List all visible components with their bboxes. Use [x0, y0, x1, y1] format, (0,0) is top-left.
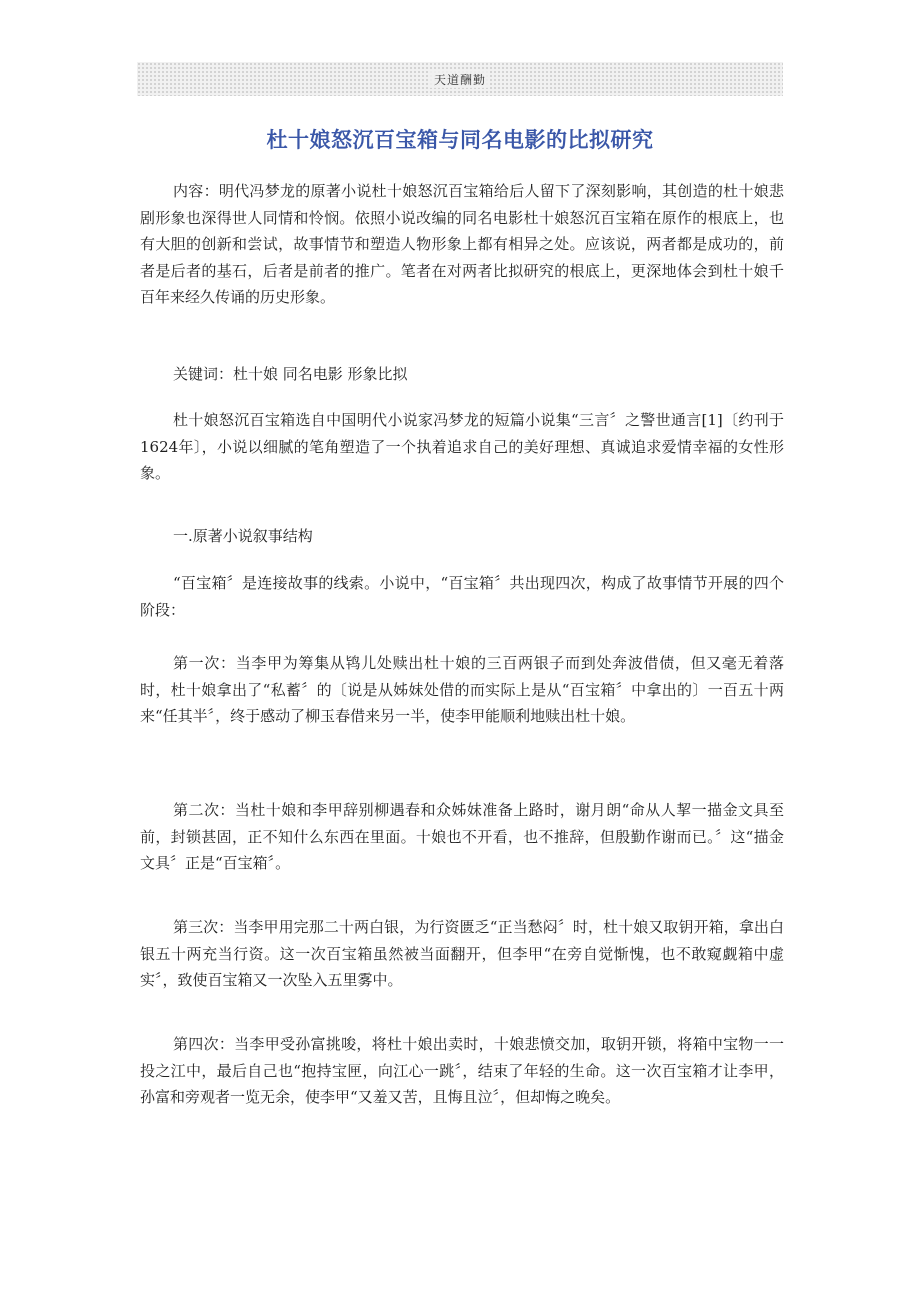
body-paragraph: 第一次：当李甲为筹集从鸨儿处赎出杜十娘的三百两银子而到处奔波借债，但又毫无着落时，杜十娘拿出了“私蓄〞的〔说是从姊妹处借的而实际上是从“百宝箱〞中拿出的〕一百五十两来“任其半〞，终于感动了柳玉春借来另一半，使李甲能顺利地赎出杜十娘。	[140, 654, 784, 725]
body-paragraph: 第四次：当李甲受孙富挑唆，将杜十娘出卖时，十娘悲愤交加，取钥开锁，将箱中宝物一一投之江中，最后自己也“抱持宝匣，向江心一跳〞，结束了年轻的生命。这一次百宝箱才让李甲，孙富和旁观者一览无余，使李甲“又羞又苦，且悔且泣〞，但却悔之晚矣。	[140, 1035, 784, 1106]
intro-paragraph: 杜十娘怒沉百宝箱选自中国明代小说家冯梦龙的短篇小说集“三言〞之警世通言[1]〔约刊于1624年〕，小说以细腻的笔角塑造了一个执着追求自己的美好理想、真诚追求爱情幸福的女性形象。	[140, 411, 784, 482]
header-motto: 天道酬勤	[430, 71, 490, 88]
keywords-paragraph: 关键词：杜十娘 同名电影 形象比拟	[173, 365, 408, 383]
abstract-paragraph: 内容：明代冯梦龙的原著小说杜十娘怒沉百宝箱给后人留下了深刻影响，其创造的杜十娘悲剧形象也深得世人同情和怜悯。依照小说改编的同名电影杜十娘怒沉百宝箱在原作的根底上，也有大胆的创新和尝试，故事情节和塑造人物形象上都有相异之处。应该说，两者都是成功的，前者是后者的基石，后者是前者的推广。笔者在对两者比拟研究的根底上，更深地体会到杜十娘千百年来经久传诵的历史形象。	[140, 182, 784, 306]
page-header	[137, 62, 783, 96]
body-paragraph: 第二次：当杜十娘和李甲辞别柳遇春和众姊妹准备上路时，谢月朗“命从人挈一描金文具至前，封锁甚固，正不知什么东西在里面。十娘也不开看，也不推辞，但殷勤作谢而已。〞这“描金文具〞正是“百宝箱〞。	[140, 801, 784, 872]
body-paragraph: “百宝箱〞是连接故事的线索。小说中，“百宝箱〞共出现四次，构成了故事情节开展的四个阶段：	[140, 574, 784, 619]
section-heading: 一.原著小说叙事结构	[173, 527, 313, 545]
body-paragraph: 第三次：当李甲用完那二十两白银，为行资匮乏“正当愁闷〞时，杜十娘又取钥开箱，拿出白银五十两充当行资。这一次百宝箱虽然被当面翻开，但李甲“在旁自觉惭愧，也不敢窥觑箱中虚实〞，致使百宝箱又一次坠入五里雾中。	[140, 918, 784, 989]
document-title: 杜十娘怒沉百宝箱与同名电影的比拟研究	[266, 128, 654, 152]
